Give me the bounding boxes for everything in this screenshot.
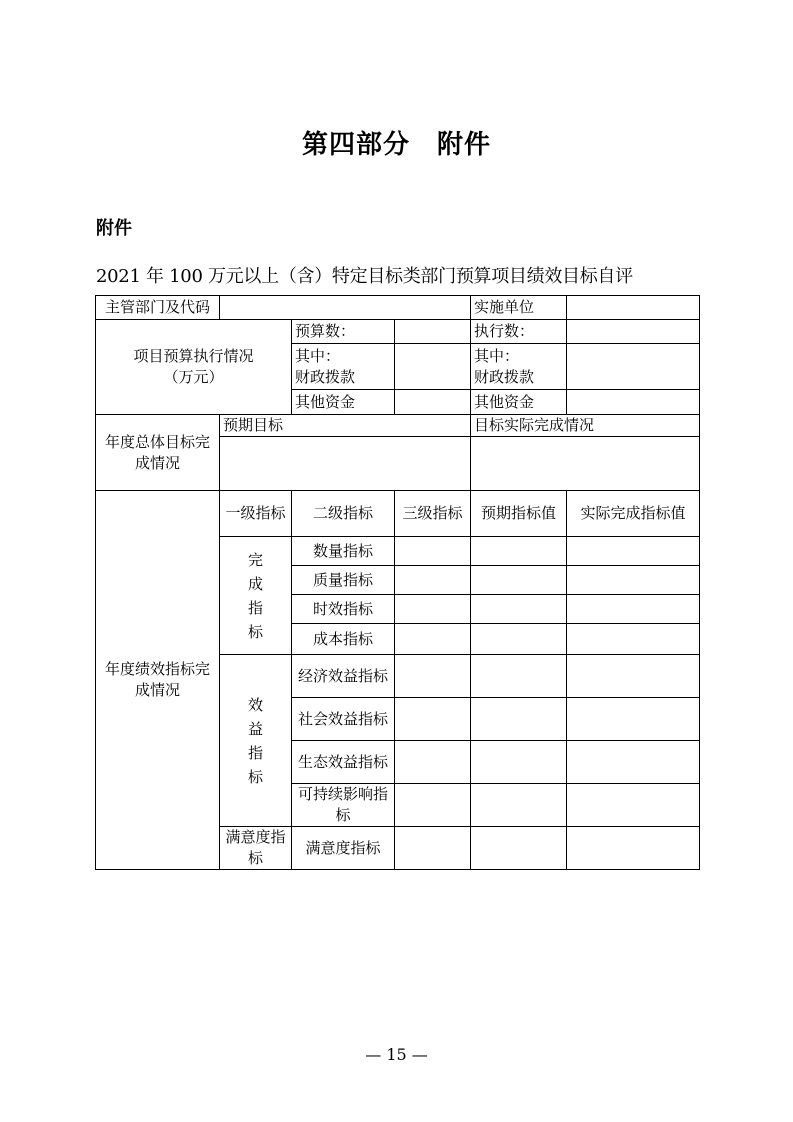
self-evaluation-table <box>95 295 700 870</box>
group-satisfaction-cell: 满意度指标 <box>220 827 292 870</box>
budget-other-label-cell: 其他资金 <box>292 390 395 415</box>
group-output-cell <box>220 537 292 655</box>
page-heading: 第四部分 附件 <box>301 130 491 160</box>
actual-goal-label-cell: 目标实际完成情况 <box>471 415 700 437</box>
expected-goal-label-cell: 预期目标 <box>220 415 471 437</box>
budget-exec-label: 项目预算执行情况 <box>133 347 254 365</box>
of-which-label: 其中： <box>295 346 341 365</box>
level3-cell[interactable] <box>395 827 471 870</box>
benefit-item-cell: 可持续影响指标 <box>292 784 395 827</box>
budget-other-value-cell[interactable] <box>395 390 471 415</box>
actual-value-cell[interactable] <box>567 566 700 595</box>
actual-value-cell[interactable] <box>567 698 700 741</box>
col-expected-header: 预期指标值 <box>471 491 567 537</box>
actual-value-cell[interactable] <box>567 741 700 784</box>
expected-value-cell[interactable] <box>471 741 567 784</box>
col-level1-header: 一级指标 <box>220 491 292 537</box>
col-actual-header: 实际完成指标值 <box>567 491 700 537</box>
page-number: — 15 — <box>365 1045 428 1064</box>
satisfaction-item-cell: 满意度指标 <box>292 827 395 870</box>
expected-value-cell[interactable] <box>471 698 567 741</box>
expected-value-cell[interactable] <box>471 655 567 698</box>
budget-exec-label-cell <box>96 320 292 415</box>
output-item-cell: 时效指标 <box>292 595 395 624</box>
col-level3-header: 三级指标 <box>395 491 471 537</box>
exec-other-label-cell: 其他资金 <box>471 390 567 415</box>
expected-value-cell[interactable] <box>471 827 567 870</box>
actual-value-cell[interactable] <box>567 827 700 870</box>
expected-value-cell[interactable] <box>471 595 567 624</box>
table-title: 2021 年 100 万元以上（含）特定目标类部门预算项目绩效目标自评 <box>96 266 633 287</box>
actual-value-cell[interactable] <box>567 595 700 624</box>
output-item-cell: 数量指标 <box>292 537 395 566</box>
level3-cell[interactable] <box>395 784 471 827</box>
group-output-label: 完成指标 <box>247 550 263 641</box>
benefit-item-cell: 经济效益指标 <box>292 655 395 698</box>
exec-amount-value-cell[interactable] <box>567 320 700 344</box>
fiscal-label: 财政拨款 <box>295 367 356 386</box>
level3-cell[interactable] <box>395 624 471 655</box>
impl-unit-value-cell[interactable] <box>567 296 700 320</box>
actual-value-cell[interactable] <box>567 655 700 698</box>
level3-cell[interactable] <box>395 741 471 784</box>
exec-other-value-cell[interactable] <box>567 390 700 415</box>
budget-fiscal-value-cell[interactable] <box>395 344 471 390</box>
exec-fiscal-label-cell <box>471 344 567 390</box>
attachment-label: 附件 <box>96 218 132 239</box>
level3-cell[interactable] <box>395 595 471 624</box>
expected-value-cell[interactable] <box>471 566 567 595</box>
expected-value-cell[interactable] <box>471 624 567 655</box>
dept-value-cell[interactable] <box>220 296 471 320</box>
expected-value-cell[interactable] <box>471 537 567 566</box>
benefit-item-cell: 生态效益指标 <box>292 741 395 784</box>
output-item-cell: 成本指标 <box>292 624 395 655</box>
expected-value-cell[interactable] <box>471 784 567 827</box>
actual-value-cell[interactable] <box>567 624 700 655</box>
budget-amount-label-cell: 预算数： <box>292 320 395 344</box>
group-benefit-cell <box>220 655 292 827</box>
expected-goal-value-cell[interactable] <box>220 437 471 491</box>
level3-cell[interactable] <box>395 566 471 595</box>
budget-exec-unit: （万元） <box>163 368 224 386</box>
of-which-label: 其中： <box>474 346 520 365</box>
benefit-item-cell: 社会效益指标 <box>292 698 395 741</box>
level3-cell[interactable] <box>395 655 471 698</box>
exec-fiscal-value-cell[interactable] <box>567 344 700 390</box>
annual-perf-label-cell: 年度绩效指标完成情况 <box>96 491 220 870</box>
level3-cell[interactable] <box>395 537 471 566</box>
annual-goal-label-cell: 年度总体目标完成情况 <box>96 415 220 491</box>
actual-value-cell[interactable] <box>567 537 700 566</box>
budget-fiscal-label-cell <box>292 344 395 390</box>
group-benefit-label: 效益指标 <box>247 695 263 786</box>
actual-goal-value-cell[interactable] <box>471 437 700 491</box>
dept-label-cell: 主管部门及代码 <box>96 296 220 320</box>
budget-amount-value-cell[interactable] <box>395 320 471 344</box>
exec-amount-label-cell: 执行数： <box>471 320 567 344</box>
impl-unit-label-cell: 实施单位 <box>471 296 567 320</box>
output-item-cell: 质量指标 <box>292 566 395 595</box>
col-level2-header: 二级指标 <box>292 491 395 537</box>
actual-value-cell[interactable] <box>567 784 700 827</box>
level3-cell[interactable] <box>395 698 471 741</box>
fiscal-label: 财政拨款 <box>474 367 535 386</box>
